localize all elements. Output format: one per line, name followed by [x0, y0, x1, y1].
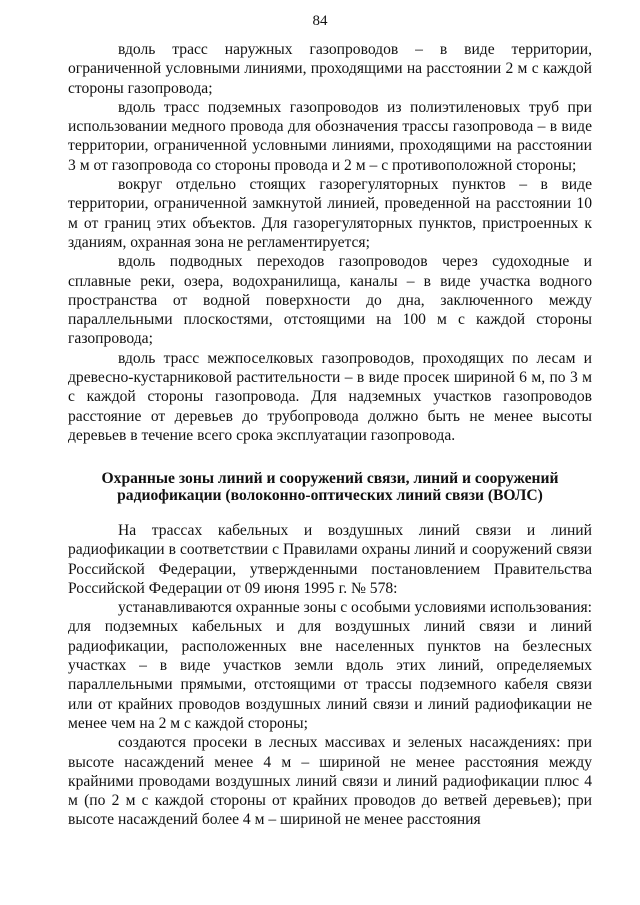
body-text-top — [68, 40, 592, 445]
paragraph: вдоль трасс межпоселковых газопроводов, проходящих по лесам и древесно-кустарниковой растительности – в виде просек шириной 6 м, по 3 м с каждой стороны газопровода. Для надземных участков газопроводов расстояние от деревьев до трубопровода должно быть не менее высоты деревьев в течение всего срока эксплуатации газопровода. — [68, 349, 592, 444]
body-text-bottom — [68, 521, 592, 830]
paragraph: вдоль трасс наружных газопроводов – в виде территории, ограниченной условными линиями, проходящими на расстоянии 2 м с каждой стороны газопровода; — [68, 41, 592, 97]
paragraph: устанавливаются охранные зоны с особыми условиями использования: для подземных кабельных и для воздушных линий связи и линий радиофикации, расположенных вне населенных пунктов на безлесных участках – в виде участков земли вдоль этих линий, определяемых параллельными прямыми, отстоящими от трассы подземного кабеля связи или от крайних проводов воздушных линий связи и линий радиофикации не менее чем на 2 м с каждой стороны; — [68, 599, 592, 732]
page-number: 84 — [312, 13, 328, 29]
paragraph: На трассах кабельных и воздушных линий связи и линий радиофикации в соответствии с Правилами охраны линий и сооружений связи Российской Федерации, утвержденными постановлением Правительства Российской Федерации от 09 июня 1995 г. № 578: — [68, 522, 592, 597]
paragraph: вдоль трасс подземных газопроводов из полиэтиленовых труб при использовании медного провода для обозначения трассы газопровода – в виде территории, ограниченной условными линиями, проходящими на расстоянии 3 м от газопровода со стороны провода и 2 м – с противоположной стороны; — [68, 98, 592, 174]
section-heading: Охранные зоны линий и сооружений связи, линий и сооружений радиофикации (волоконно-оптических линий связи (ВОЛС) — [101, 470, 559, 504]
paragraph: вокруг отдельно стоящих газорегуляторных пунктов – в виде территории, ограниченной замкнутой линией, проведенной на расстоянии 10 м от границ этих объектов. Для газорегуляторных пунктов, пристроенных к зданиям, охранная зона не регламентируется; — [68, 176, 592, 251]
paragraph: вдоль подводных переходов газопроводов через судоходные и сплавные реки, озера, водохранилища, каналы – в виде участка водного пространства от водной поверхности до дна, заключенного между параллельными плоскостями, отстоящими на 100 м с каждой стороны газопровода; — [68, 253, 592, 348]
paragraph: создаются просеки в лесных массивах и зеленых насаждениях: при высоте насаждений менее 4 м – шириной не менее расстояния между крайними проводами воздушных линий связи и линий радиофикации плюс 4 м (по 2 м с каждой стороны от крайних проводов до ветвей деревьев); при высоте насаждений более 4 м – шириной не менее расстояния — [68, 734, 592, 829]
